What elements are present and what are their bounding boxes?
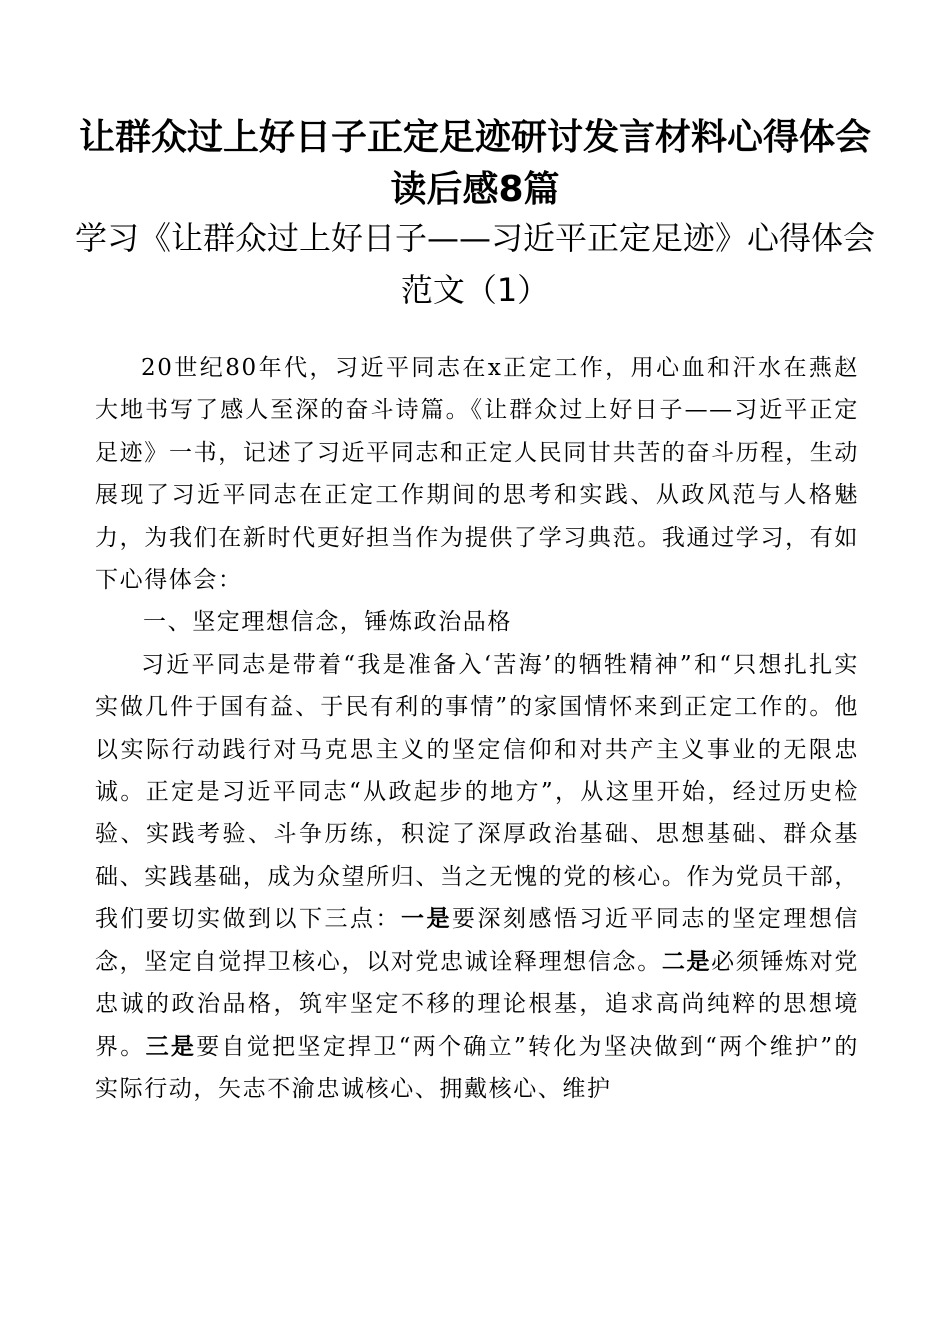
point-1-text: 要深刻感悟习近平同志的坚定理想信念，坚定自觉捍卫核心，以对党忠诚诠释理想信念。 <box>95 906 859 975</box>
point-1-lead: 一是 <box>400 905 452 933</box>
section-subtitle: 学习《让群众过上好日子——习近平正定足迹》心得体会范文（1） <box>74 219 875 309</box>
point-3-lead: 三是 <box>145 1032 197 1060</box>
intro-paragraph: 20世纪80年代，习近平同志在x正定工作，用心血和汗水在燕赵大地书写了感人至深的奋斗诗篇。《让群众过上好日子——习近平正定足迹》一书，记述了习近平同志和正定人民同甘共苦的奋斗历程，生动展现了习近平同志在正定工作期间的思考和实践、从政风范与人格魅力，为我们在新时代更好担当作为提供了学习典范。我通过学习，有如下心得体会： <box>95 355 859 594</box>
document-body <box>95 347 859 1110</box>
point-2-lead: 二是 <box>661 947 712 975</box>
body-paragraph-2 <box>95 644 859 1110</box>
section-heading-1: 一、坚定理想信念，锤炼政治品格 <box>143 609 512 636</box>
paragraph-2-intro: 习近平同志是带着“我是准备入‘苦海’的牺牲精神”和“只想扎扎实实做几件于国有益、于民有利的事情”的家国情怀来到正定工作的。他以实际行动践行对马克思主义的坚定信仰和对共产主义事业的无限忠诚。正定是习近平同志“从政起步的地方”，从这里开始，经过历史检验、实践考验、斗争历练，积淀了深厚政治基础、思想基础、群众基础、实践基础，成为众望所归、当之无愧的党的核心。作为党员干部，我们要切实做到以下三点： <box>95 651 859 933</box>
point-2-text: 必须锤炼对党忠诚的政治品格，筑牢坚定不移的理论根基，追求高尚纯粹的思想境界。 <box>95 948 859 1060</box>
point-3-text: 要自觉把坚定捍卫“两个确立”转化为坚决做到“两个维护”的实际行动，矢志不渝忠诚核心、拥戴核心、维护 <box>95 1033 859 1102</box>
document-title: 让群众过上好日子正定足迹研讨发言材料心得体会读后感8篇 <box>78 117 871 210</box>
